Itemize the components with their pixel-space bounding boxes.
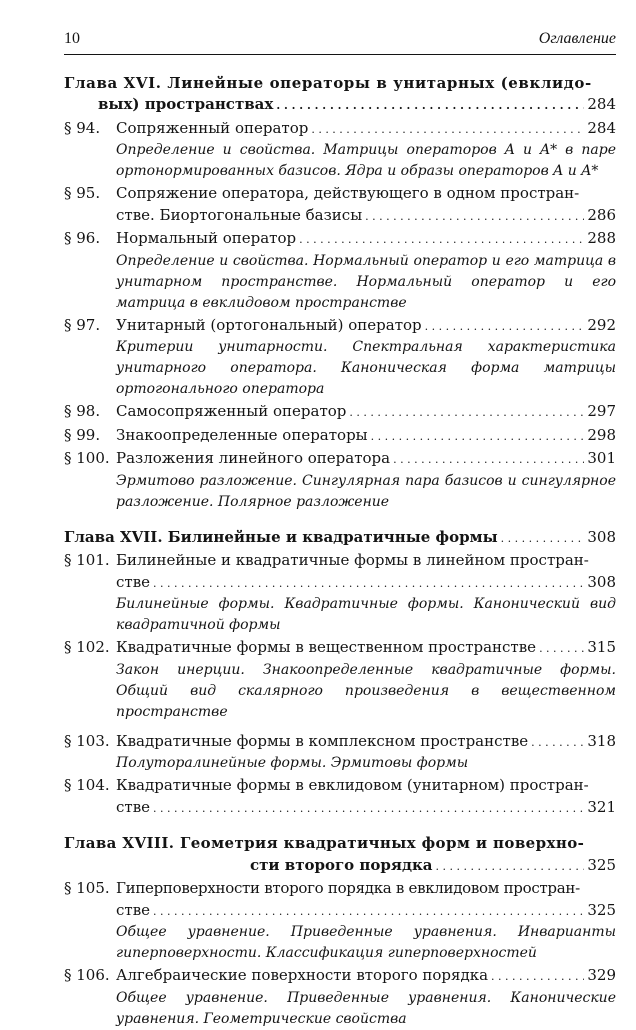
section-number: § 106. <box>64 966 110 984</box>
chapter-title <box>64 73 616 95</box>
section-number: § 103. <box>64 731 110 750</box>
section-description: Определение и свойства. Матрицы операторов A и A* в паре ортонормированных базисов. Ядра и образы операторов A и A* <box>116 142 616 179</box>
section-page: 308 <box>587 572 616 591</box>
section-title: Разложения линейного оператора <box>116 449 391 467</box>
section-number: § 101. <box>64 551 110 569</box>
leader-dots <box>153 900 584 923</box>
section-page: 292 <box>587 315 616 334</box>
page-number: 10 <box>64 30 80 47</box>
chapter-title-line1: Глава XVII. Билинейные и квадратичные формы <box>64 527 498 546</box>
chapter-title-line1: Глава XVIII. Геометрия квадратичных форм и поверхно- <box>64 834 585 852</box>
section-title-line1: Квадратичные формы в евклидовом (унитарном) простран- <box>116 776 589 794</box>
section-number: § 100. <box>64 449 110 467</box>
section-title: Знакоопределенные операторы <box>116 425 368 444</box>
section-number: § 98. <box>64 402 101 420</box>
leader-dots <box>153 797 584 820</box>
leader-dots <box>531 731 584 754</box>
section-title: Самосопряженный оператор <box>116 402 347 420</box>
section-page: 329 <box>587 966 616 984</box>
section-title: стве <box>116 797 151 816</box>
section-94[interactable] <box>64 118 616 183</box>
section-number: § 96. <box>64 229 101 247</box>
section-99[interactable] <box>64 425 616 448</box>
section-description: Эрмитово разложение. Сингулярная пара базисов и сингулярное разложение. Полярное разложение <box>116 472 616 510</box>
section-number: § 95. <box>64 184 101 202</box>
section-number: § 102. <box>64 638 110 656</box>
leader-dots <box>491 965 584 988</box>
section-page: 288 <box>587 229 616 247</box>
section-105[interactable] <box>64 878 616 964</box>
page-header <box>64 28 616 55</box>
chapter-title <box>64 527 616 550</box>
chapter-page: 284 <box>587 95 616 113</box>
section-title-line1: Гиперповерхности второго порядка в евклидовом простран- <box>116 879 580 897</box>
section-description: Билинейные формы. Квадратичные формы. Канонический вид квадратичной формы <box>116 596 616 633</box>
section-page: 298 <box>587 425 616 444</box>
section-number: § 97. <box>64 315 101 334</box>
section-96[interactable] <box>64 228 616 314</box>
section-title: стве. Биортогональные базисы <box>116 205 363 224</box>
leader-dots <box>501 527 585 550</box>
section-100[interactable] <box>64 448 616 513</box>
chapter-18 <box>64 833 616 1030</box>
section-title: Унитарный (ортогональный) оператор <box>116 315 422 334</box>
section-description: Общее уравнение. Приведенные уравнения. Канонические уравнения. Геометрические свойства <box>116 989 616 1027</box>
chapter-title-line1: Глава XVI. Линейные операторы в унитарных (евклидо- <box>64 73 592 92</box>
section-title-line1: Билинейные и квадратичные формы в линейном простран- <box>116 551 589 569</box>
section-101[interactable] <box>64 550 616 636</box>
leader-dots <box>539 637 584 660</box>
section-description: Общее уравнение. Приведенные уравнения. Инварианты гиперповерхности. Классификация гиперповерхностей <box>116 924 616 961</box>
section-102[interactable] <box>64 637 616 723</box>
leader-dots <box>153 572 584 595</box>
section-page: 325 <box>587 900 616 919</box>
leader-dots <box>311 118 584 141</box>
section-page: 297 <box>587 402 616 420</box>
section-title: Нормальный оператор <box>116 229 297 247</box>
section-number: § 94. <box>64 118 101 137</box>
leader-dots <box>425 315 585 338</box>
chapter-page: 308 <box>587 527 616 546</box>
leader-dots <box>276 94 584 117</box>
chapter-17 <box>64 527 616 820</box>
section-104[interactable] <box>64 775 616 819</box>
leader-dots <box>393 448 584 471</box>
section-page: 286 <box>587 205 616 224</box>
leader-dots <box>365 205 584 228</box>
section-description: Закон инерции. Знакоопределенные квадратичные формы. Общий вид скалярного произведения в вещественном пространстве <box>116 661 616 720</box>
section-title: Квадратичные формы в вещественном пространстве <box>116 638 537 656</box>
section-95[interactable] <box>64 183 616 227</box>
leader-dots <box>299 228 584 251</box>
section-page: 321 <box>587 797 616 816</box>
section-description: Полуторалинейные формы. Эрмитовы формы <box>116 755 469 771</box>
section-103[interactable] <box>64 731 616 775</box>
leader-dots <box>436 855 585 878</box>
section-page: 318 <box>587 731 616 750</box>
section-title: Алгебраические поверхности второго порядка <box>116 966 489 984</box>
section-title: стве <box>116 900 151 919</box>
section-title: Квадратичные формы в комплексном пространстве <box>116 731 529 750</box>
section-description: Критерии унитарности. Спектральная характеристика унитарного оператора. Каноническая форма матрицы ортогонального оператора <box>116 339 616 397</box>
section-description: Определение и свойства. Нормальный оператор и его матрица в унитарном пространстве. Нормальный оператор и его матрица в евклидовом пространстве <box>116 252 616 311</box>
section-97[interactable] <box>64 315 616 401</box>
section-number: § 99. <box>64 425 101 444</box>
section-title-line1: Сопряжение оператора, действующего в одном простран- <box>116 184 580 202</box>
chapter-page: 325 <box>587 855 616 874</box>
section-number: § 104. <box>64 776 110 794</box>
section-title: Сопряженный оператор <box>116 118 309 137</box>
section-98[interactable] <box>64 401 616 424</box>
section-page: 284 <box>587 118 616 137</box>
section-title: стве <box>116 572 151 591</box>
running-title: Оглавление <box>538 30 616 47</box>
chapter-16 <box>64 73 616 513</box>
section-page: 315 <box>587 638 616 656</box>
leader-dots <box>371 425 585 448</box>
section-page: 301 <box>587 449 616 467</box>
section-number: § 105. <box>64 879 110 897</box>
leader-dots <box>349 401 584 424</box>
chapter-title-line2: вых) пространствах <box>98 95 274 113</box>
chapter-title-line2: сти второго порядка <box>250 855 433 874</box>
chapter-title <box>64 833 616 855</box>
section-106[interactable] <box>64 965 616 1030</box>
